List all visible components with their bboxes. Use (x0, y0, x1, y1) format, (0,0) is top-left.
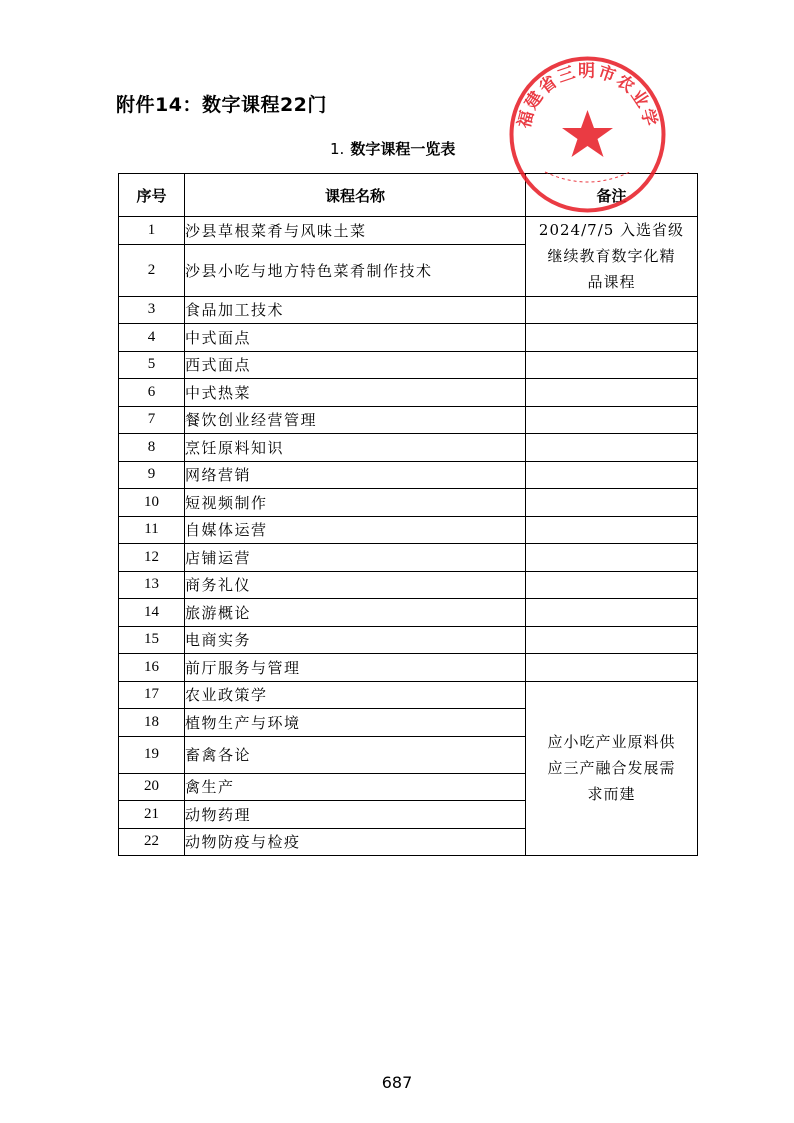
row-number: 18 (119, 709, 185, 737)
seal-lettering (505, 52, 661, 130)
note-cell-empty (526, 489, 698, 517)
section-number: 1. (330, 140, 345, 158)
course-name: 禽生产 (185, 773, 526, 801)
course-name: 网络营销 (185, 461, 526, 489)
row-number: 4 (119, 324, 185, 352)
table-row (119, 681, 698, 709)
course-name: 中式面点 (185, 324, 526, 352)
course-name: 沙县小吃与地方特色菜肴制作技术 (185, 244, 526, 296)
section-title-text: 数字课程一览表 (350, 140, 456, 158)
note-line: 品课程 (587, 273, 636, 292)
table-row (119, 654, 698, 682)
table-row (119, 379, 698, 407)
row-number: 14 (119, 599, 185, 627)
course-name: 电商实务 (185, 626, 526, 654)
table-row (119, 296, 698, 324)
table-row (119, 516, 698, 544)
course-name: 动物防疫与检疫 (185, 828, 526, 856)
note-line: 求而建 (587, 785, 636, 804)
table-row (119, 217, 698, 245)
table-row (119, 406, 698, 434)
note-cell-empty (526, 296, 698, 324)
course-name: 商务礼仪 (185, 571, 526, 599)
course-name: 店铺运营 (185, 544, 526, 572)
course-name: 烹饪原料知识 (185, 434, 526, 462)
section-title (330, 138, 455, 159)
note-line: 应三产融合发展需 (547, 759, 676, 778)
seal-star-icon (562, 110, 613, 157)
row-number: 20 (119, 773, 185, 801)
table-row (119, 461, 698, 489)
document-title: 附件14：数字课程22门 (116, 94, 327, 116)
row-number: 2 (119, 244, 185, 296)
row-number: 17 (119, 681, 185, 709)
row-number: 8 (119, 434, 185, 462)
note-line: 2024/7/5 入选省级 (538, 221, 685, 240)
note-cell-group-1 (526, 217, 698, 297)
table-row (119, 626, 698, 654)
table-row (119, 599, 698, 627)
note-line: 应小吃产业原料供 (547, 733, 676, 752)
row-number: 5 (119, 351, 185, 379)
column-header-note: 备注 (526, 174, 698, 217)
course-name: 短视频制作 (185, 489, 526, 517)
table-header-row (119, 174, 698, 217)
table-row (119, 489, 698, 517)
course-name: 动物药理 (185, 801, 526, 829)
course-name: 餐饮创业经营管理 (185, 406, 526, 434)
table-row (119, 324, 698, 352)
row-number: 12 (119, 544, 185, 572)
note-cell-empty (526, 461, 698, 489)
row-number: 21 (119, 801, 185, 829)
note-cell-group-2 (526, 681, 698, 856)
row-number: 10 (119, 489, 185, 517)
row-number: 15 (119, 626, 185, 654)
course-name: 旅游概论 (185, 599, 526, 627)
note-cell-empty (526, 571, 698, 599)
course-name: 沙县草根菜肴与风味土菜 (185, 217, 526, 245)
table-row (119, 544, 698, 572)
note-cell-empty (526, 351, 698, 379)
course-table (118, 173, 698, 856)
row-number: 1 (119, 217, 185, 245)
course-name: 植物生产与环境 (185, 709, 526, 737)
note-cell-empty (526, 379, 698, 407)
course-name: 前厅服务与管理 (185, 654, 526, 682)
row-number: 19 (119, 736, 185, 773)
note-cell-empty (526, 406, 698, 434)
course-name: 农业政策学 (185, 681, 526, 709)
course-name: 自媒体运营 (185, 516, 526, 544)
note-line: 继续教育数字化精 (547, 247, 676, 266)
column-header-number: 序号 (119, 174, 185, 217)
note-cell-empty (526, 324, 698, 352)
table-row (119, 351, 698, 379)
column-header-course-name: 课程名称 (185, 174, 526, 217)
course-name: 食品加工技术 (185, 296, 526, 324)
row-number: 9 (119, 461, 185, 489)
course-name: 西式面点 (185, 351, 526, 379)
note-cell-empty (526, 516, 698, 544)
note-cell-empty (526, 654, 698, 682)
course-name: 畜禽各论 (185, 736, 526, 773)
row-number: 22 (119, 828, 185, 856)
table-row (119, 434, 698, 462)
row-number: 7 (119, 406, 185, 434)
row-number: 16 (119, 654, 185, 682)
row-number: 3 (119, 296, 185, 324)
note-cell-empty (526, 599, 698, 627)
note-cell-empty (526, 544, 698, 572)
row-number: 6 (119, 379, 185, 407)
table-row (119, 571, 698, 599)
row-number: 13 (119, 571, 185, 599)
seal-arc-text: 福建省三明市农业学 (514, 61, 661, 131)
note-cell-empty (526, 626, 698, 654)
course-name: 中式热菜 (185, 379, 526, 407)
note-cell-empty (526, 434, 698, 462)
row-number: 11 (119, 516, 185, 544)
page-number: 687 (381, 1073, 413, 1092)
